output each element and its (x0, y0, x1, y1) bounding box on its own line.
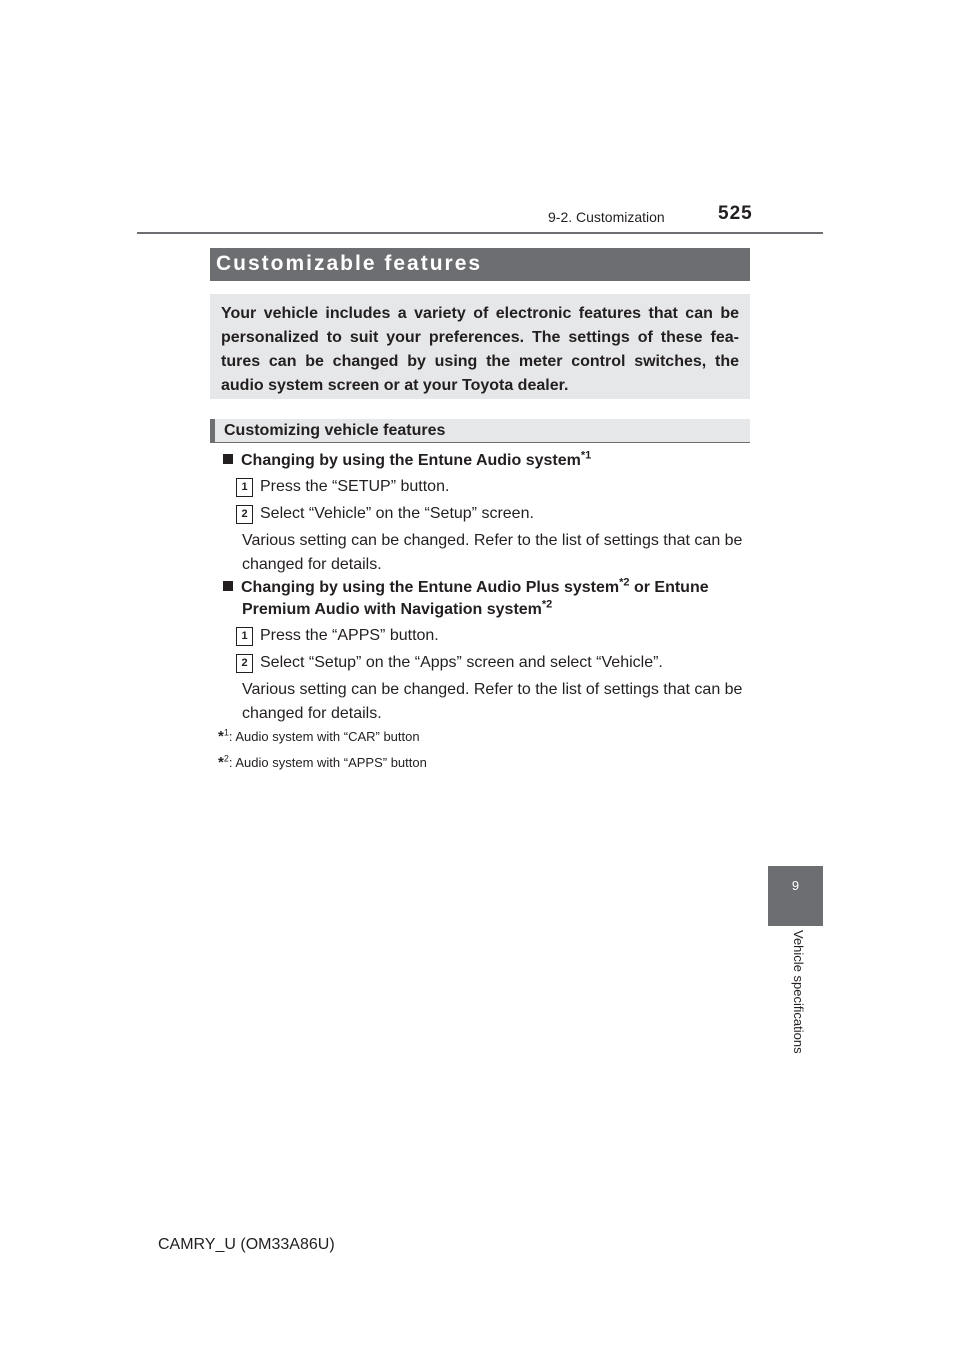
footnote-number: 1 (223, 727, 229, 738)
chapter-tab: 9 (768, 866, 823, 926)
footnote-mark: * (218, 728, 224, 745)
step-number-badge: 1 (236, 627, 253, 646)
step-number-badge: 2 (236, 505, 253, 524)
chapter-label (792, 930, 808, 1070)
page-number: 525 (718, 203, 753, 224)
square-bullet-icon (223, 454, 233, 464)
block-1-heading-text: Changing by using the Entune Audio system (241, 452, 581, 469)
footnote-mark: * (218, 754, 224, 771)
block-1-heading (223, 450, 591, 472)
footer-model-code: CAMRY_U (OM33A86U) (158, 1236, 335, 1253)
footnote-ref: *1 (580, 449, 592, 462)
footnote-2 (218, 754, 427, 771)
footnote-ref: *2 (619, 576, 630, 589)
block-2-heading-line2: Premium Audio with Navigation system (242, 601, 542, 618)
subsection-title: Customizing vehicle features (224, 422, 446, 439)
block-2-heading-text: Changing by using the Entune Audio Plus system (241, 579, 620, 596)
step-text: Select “Setup” on the “Apps” screen and select “Vehicle”. (260, 654, 663, 671)
chapter-label-text: Vehicle specifications (791, 930, 806, 1054)
footnote-number: 2 (223, 753, 229, 764)
block-2-note: Various setting can be changed. Refer to the list of settings that can be changed for details. (242, 681, 743, 722)
block-1-note: Various setting can be changed. Refer to the list of settings that can be changed for details. (242, 532, 743, 573)
square-bullet-icon (223, 581, 233, 591)
step-text: Press the “APPS” button. (260, 627, 439, 644)
footnote-text: : Audio system with “CAR” button (228, 729, 420, 744)
footnote-text: : Audio system with “APPS” button (228, 755, 427, 770)
footnote-ref: *2 (541, 598, 553, 611)
header-section-title: 9-2. Customization (548, 209, 665, 225)
subsection-divider (210, 442, 750, 443)
footnote-1 (218, 728, 420, 745)
step-text: Press the “SETUP” button. (260, 478, 450, 495)
block-2-heading-tail: or Entune (629, 579, 709, 596)
step-number-badge: 1 (236, 478, 253, 497)
intro-box (210, 294, 750, 399)
block-2-heading (223, 577, 709, 621)
step-text: Select “Vehicle” on the “Setup” screen. (260, 505, 534, 522)
header-divider (137, 232, 823, 234)
page-title-bar (210, 248, 750, 281)
step-number-badge: 2 (236, 654, 253, 673)
page-title: Customizable features (216, 252, 483, 275)
subsection-bar (210, 419, 750, 442)
intro-text: Your vehicle includes a variety of electronic features that can be personalized to suit your preferences. The settings of these fea-tures can be changed by using the meter control switches, the audio system screen or at your Toyota dealer. (221, 305, 739, 394)
